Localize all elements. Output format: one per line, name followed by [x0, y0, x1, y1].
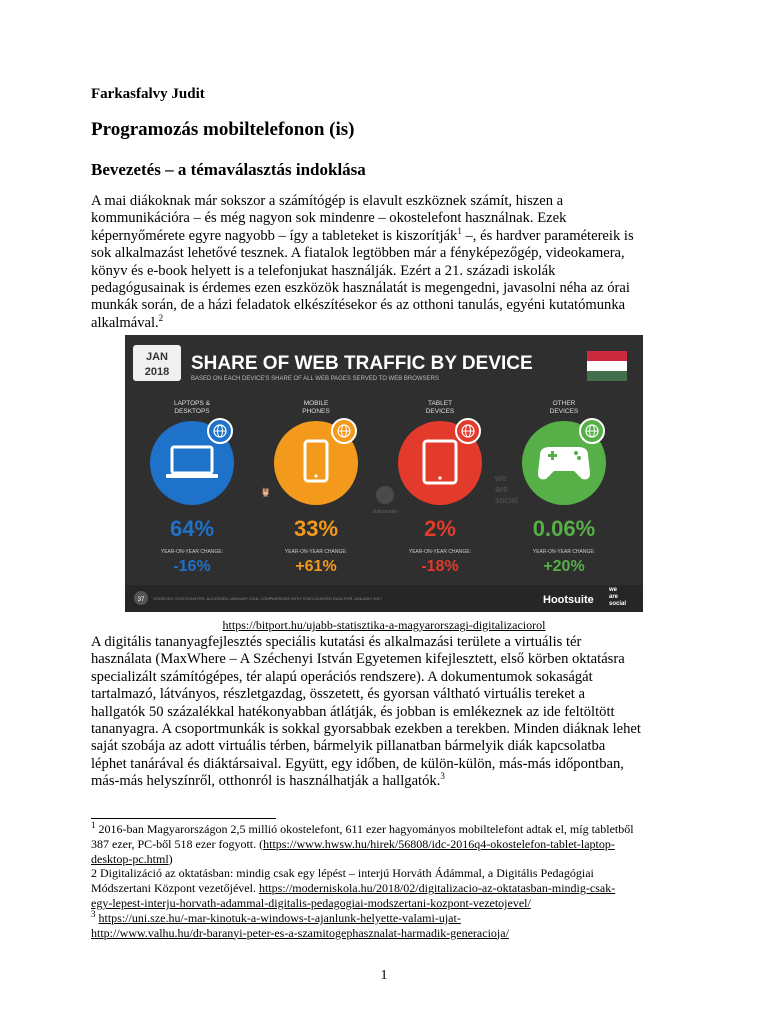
- infographic-subtitle: BASED ON EACH DEVICE'S SHARE OF ALL WEB PAGES SERVED TO WEB BROWSERS: [191, 376, 439, 382]
- document-title: Programozás mobiltelefonon (is): [91, 119, 355, 140]
- text-line: alkalmával.$^2$: [91, 312, 164, 331]
- device-label-line2: DESKTOPS: [174, 408, 210, 415]
- device-label-line2: PHONES: [302, 408, 330, 415]
- watermark-social: social: [495, 495, 519, 505]
- device-label-line1: MOBILE: [303, 400, 329, 407]
- web-traffic-infographic: [125, 335, 643, 612]
- device-change-value: +20%: [543, 558, 585, 575]
- statcounter-label: statcounter: [372, 509, 398, 515]
- change-label: YEAR-ON-YEAR CHANGE:: [532, 549, 596, 555]
- wearesocial-social: social: [609, 601, 627, 607]
- device-change-value: -16%: [173, 558, 211, 575]
- footnote-ref-3[interactable]: 3: [440, 771, 445, 782]
- device-share-value: 33%: [293, 516, 339, 541]
- text-line: munkák során, de a házi feladatok elkészítésekor és az otthoni tanulás, egyéni kutatómunka: [91, 297, 626, 314]
- device-label-line2: DEVICES: [549, 408, 579, 415]
- hungary-flag-icon: [587, 351, 627, 381]
- device-change-value: -18%: [421, 558, 459, 575]
- text-line: képernyőmérete egyre nagyobb – így a tableteket is kiszorítják$^1$ –, és hardver paramétereik is: [91, 225, 634, 244]
- text-line: pedagógusainak is érdemes ezen eszközök használatát is megengedni, javasolni néha az órai: [91, 280, 630, 297]
- footnote-1-link-cont[interactable]: desktop-pc.html: [91, 851, 169, 866]
- text-line: tartalmazó, látványos, részletgazdag, összetett, és gyorsan váltható virtuális tereket a: [91, 686, 585, 703]
- device-share-value: 2%: [424, 516, 456, 541]
- page-number: 1: [380, 968, 388, 983]
- device-label-line1: TABLET: [427, 400, 453, 407]
- infographic-svg: [125, 335, 643, 612]
- footnote-1-line: desktop-pc.html): [91, 851, 173, 866]
- text-line: specializált számítógépes, tér alapú operációs rendszere). A dokumentumok sokaságát: [91, 668, 593, 685]
- badge-year: 2018: [144, 366, 170, 378]
- footnote-ref-1[interactable]: 1: [457, 225, 462, 236]
- wearesocial-we: we: [609, 587, 618, 593]
- footnote-2-link-cont[interactable]: egy-lepest-interju-horvath-adammal-digitalis-pedagogiai-modszertani-kozpont-vezetojevel/: [91, 895, 531, 910]
- wearesocial-are: are: [609, 594, 619, 600]
- text-line: A mai diákoknak már sokszor a számítógép is elavult eszköznek számít, hiszen a: [91, 193, 564, 209]
- footnote-3-link-cont[interactable]: http://www.valhu.hu/dr-baranyi-peter-es-a-szamitogephasznalat-harmadik-generacioja/: [91, 925, 509, 940]
- text-line: A digitális tananyagfejlesztés speciális kutatási és alkalmazási területe a virtuális tér: [91, 634, 582, 650]
- text-line: más-más helyszínről, otthonról is használhatják a hallgatók.$^3$: [91, 771, 445, 790]
- footnote-2-line: [91, 896, 691, 911]
- footer-sources: SOURCES: STATCOUNTER, ACCESSED JANUARY 2018. COMPARISONS WITH STATCOUNTER DATA FOR JANUARY 2017: [153, 596, 383, 601]
- change-label: YEAR-ON-YEAR CHANGE:: [408, 549, 472, 555]
- footnote-3-line: [91, 926, 691, 941]
- text-line: tananyagra. A csoportmunkák is sokkal gyorsabbak ezekben a terekben. Minden diáknak lehet: [91, 721, 641, 738]
- footnote-ref-2[interactable]: 2: [158, 312, 164, 323]
- text-line: használata (MaxWhere – A Széchenyi István Egyetemen kifejlesztett, első körben oktatásra: [91, 651, 625, 668]
- footnote-3-line: $^3$ https://uni.sze.hu/-mar-kinotuk-a-windows-t-ajanlunk-helyette-valami-ujat-: [91, 908, 461, 925]
- text-line: kommunikációra – és még nagyon sok mindenre – okostelefont használnak. Ezek: [91, 210, 567, 227]
- footnote-2-line: Módszertani Központ vezetőjével. https://moderniskola.hu/2018/02/digitalizacio-az-oktatasban-mindig-csak-: [91, 881, 616, 896]
- watermark-we: we: [495, 473, 507, 483]
- device-change-value: +61%: [295, 558, 337, 575]
- infographic-title: SHARE OF WEB TRAFFIC BY DEVICE: [191, 353, 533, 374]
- text-line: léphet tanárával és diáktársaival. Együtt, egy időben, de külön-külön, más-más időpontban,: [91, 755, 624, 772]
- intro-paragraph: [91, 193, 681, 332]
- device-label-line2: DEVICES: [425, 408, 455, 415]
- change-label: YEAR-ON-YEAR CHANGE:: [160, 549, 224, 555]
- footnote-1-line: 387 ezer, PC-ből 518 ezer fogyott. (https://www.hwsw.hu/hirek/56808/idc-2016q4-okostelefon-tablet-laptop-: [91, 836, 615, 851]
- device-label-line1: LAPTOPS &: [173, 400, 211, 407]
- text-line: könyv és e-book helyett is a telefonjukat használják. Ezért a 21. századi iskolák: [91, 262, 556, 279]
- footnote-2-line: 2 Digitalizáció az oktatásban: mindig csak egy lépést – interjú Horváth Ádámmal, a Digitális Pedagógiai: [91, 866, 594, 881]
- footnote-separator: [91, 818, 276, 819]
- text-line: sok alkalmazást lehetővé tesznek. A fiatalok legtöbben már a fényképezőgép, videokamera,: [91, 245, 625, 262]
- section-heading: Bevezetés – a témaválasztás indoklása: [91, 160, 366, 179]
- image-caption-link[interactable]: https://bitport.hu/ujabb-statisztika-a-magyarorszagi-digitalizaciorol: [222, 618, 546, 632]
- device-share-value: 64%: [169, 516, 215, 541]
- footnotes: [91, 822, 691, 940]
- footnote-1-line: $^1$ 2016-ban Magyarországon 2,5 millió okostelefont, 611 ezer hagyományos mobiltelefont adtak el, míg tabletből: [91, 820, 634, 836]
- body-paragraph-2: [91, 634, 681, 791]
- device-label-line1: OTHER: [552, 400, 576, 407]
- text-line: saját szobája az adott virtuális térben, bármelyik pillanatban bármelyik diák kapcsolatba: [91, 738, 606, 755]
- footer-badge: 37: [137, 597, 145, 603]
- watermark-are: are: [495, 484, 509, 494]
- change-label: YEAR-ON-YEAR CHANGE:: [284, 549, 348, 555]
- device-share-value: 0.06%: [532, 516, 596, 541]
- owl-watermark-icon: 🦉: [260, 487, 272, 497]
- text-line: hallgatók 50 százalékkal hatékonyabban átlátják, és jobban is emlékeznek az ide feltöltött: [91, 703, 615, 720]
- author-name: Farkasfalvy Judit: [91, 86, 205, 102]
- footnote-1-link[interactable]: https://www.hwsw.hu/hirek/56808/idc-2016q4-okostelefon-tablet-laptop-: [263, 836, 615, 851]
- hootsuite-logo: Hootsuite: [543, 594, 594, 606]
- footnote-3-link[interactable]: https://uni.sze.hu/-mar-kinotuk-a-windows-t-ajanlunk-helyette-valami-ujat-: [98, 910, 461, 925]
- footnote-2-link[interactable]: https://moderniskola.hu/2018/02/digitalizacio-az-oktatasban-mindig-csak-: [258, 881, 616, 896]
- statcounter-logo-icon: [376, 486, 394, 504]
- badge-month: JAN: [145, 351, 169, 363]
